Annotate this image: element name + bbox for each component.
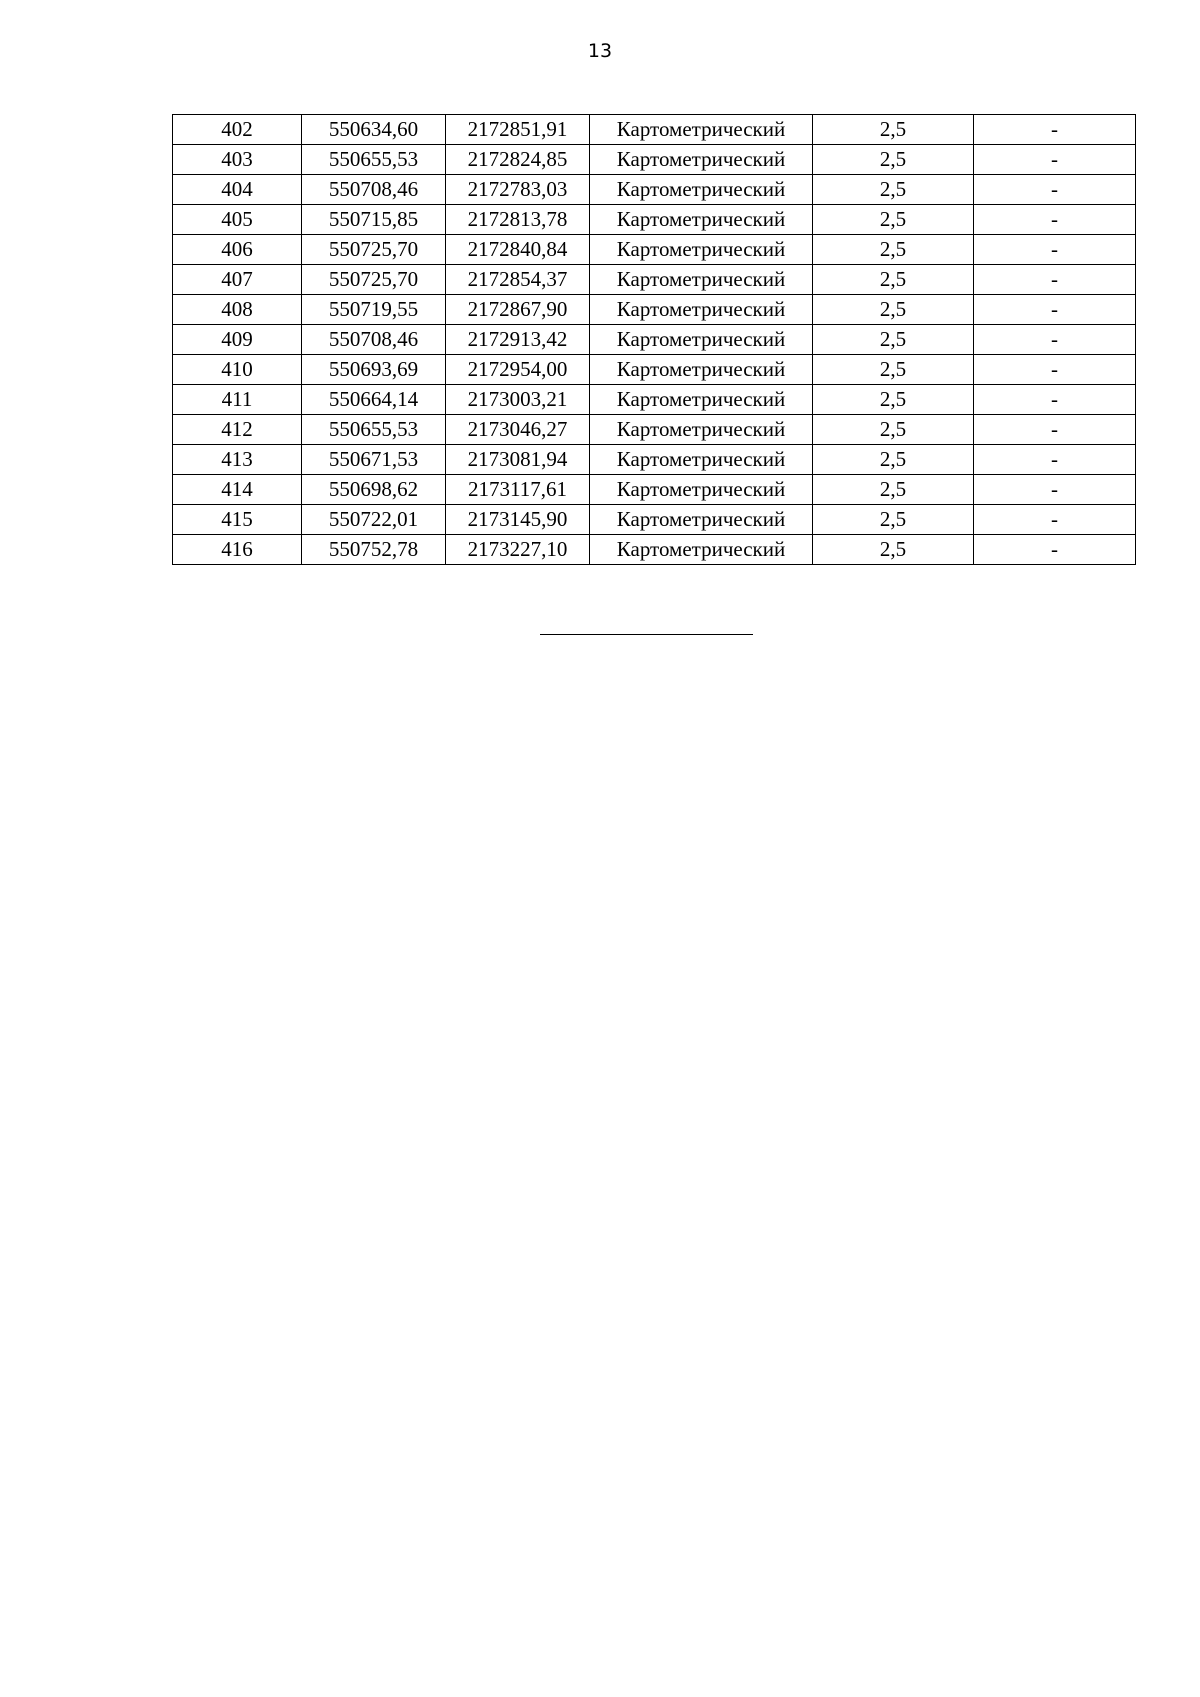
method-cell: Картометрический — [590, 205, 813, 235]
accuracy-cell: 2,5 — [813, 295, 974, 325]
accuracy-cell: 2,5 — [813, 175, 974, 205]
accuracy-cell: 2,5 — [813, 535, 974, 565]
table-row — [173, 205, 1136, 235]
description-cell: - — [974, 415, 1136, 445]
description-cell: - — [974, 475, 1136, 505]
accuracy-cell: 2,5 — [813, 415, 974, 445]
method-cell: Картометрический — [590, 535, 813, 565]
y-coordinate-cell: 2172813,78 — [446, 205, 590, 235]
table-row — [173, 415, 1136, 445]
table-row — [173, 115, 1136, 145]
y-coordinate-cell: 2172867,90 — [446, 295, 590, 325]
method-cell: Картометрический — [590, 505, 813, 535]
y-coordinate-cell: 2172840,84 — [446, 235, 590, 265]
description-cell: - — [974, 265, 1136, 295]
method-cell: Картометрический — [590, 475, 813, 505]
description-cell: - — [974, 205, 1136, 235]
x-coordinate-cell: 550722,01 — [302, 505, 446, 535]
accuracy-cell: 2,5 — [813, 385, 974, 415]
description-cell: - — [974, 175, 1136, 205]
x-coordinate-cell: 550708,46 — [302, 175, 446, 205]
y-coordinate-cell: 2173145,90 — [446, 505, 590, 535]
description-cell: - — [974, 115, 1136, 145]
table-row — [173, 325, 1136, 355]
x-coordinate-cell: 550715,85 — [302, 205, 446, 235]
accuracy-cell: 2,5 — [813, 235, 974, 265]
table-row — [173, 175, 1136, 205]
accuracy-cell: 2,5 — [813, 355, 974, 385]
point-number-cell: 406 — [173, 235, 302, 265]
method-cell: Картометрический — [590, 235, 813, 265]
description-cell: - — [974, 505, 1136, 535]
point-number-cell: 413 — [173, 445, 302, 475]
accuracy-cell: 2,5 — [813, 115, 974, 145]
x-coordinate-cell: 550664,14 — [302, 385, 446, 415]
x-coordinate-cell: 550752,78 — [302, 535, 446, 565]
method-cell: Картометрический — [590, 145, 813, 175]
x-coordinate-cell: 550725,70 — [302, 235, 446, 265]
accuracy-cell: 2,5 — [813, 325, 974, 355]
accuracy-cell: 2,5 — [813, 205, 974, 235]
y-coordinate-cell: 2173046,27 — [446, 415, 590, 445]
x-coordinate-cell: 550671,53 — [302, 445, 446, 475]
x-coordinate-cell: 550708,46 — [302, 325, 446, 355]
point-number-cell: 408 — [173, 295, 302, 325]
x-coordinate-cell: 550693,69 — [302, 355, 446, 385]
point-number-cell: 404 — [173, 175, 302, 205]
page-number: 13 — [587, 40, 613, 62]
y-coordinate-cell: 2173081,94 — [446, 445, 590, 475]
description-cell: - — [974, 355, 1136, 385]
x-coordinate-cell: 550719,55 — [302, 295, 446, 325]
description-cell: - — [974, 535, 1136, 565]
x-coordinate-cell: 550725,70 — [302, 265, 446, 295]
x-coordinate-cell: 550634,60 — [302, 115, 446, 145]
point-number-cell: 415 — [173, 505, 302, 535]
method-cell: Картометрический — [590, 385, 813, 415]
y-coordinate-cell: 2172913,42 — [446, 325, 590, 355]
accuracy-cell: 2,5 — [813, 145, 974, 175]
table-row — [173, 535, 1136, 565]
y-coordinate-cell: 2173003,21 — [446, 385, 590, 415]
description-cell: - — [974, 145, 1136, 175]
y-coordinate-cell: 2172783,03 — [446, 175, 590, 205]
y-coordinate-cell: 2172854,37 — [446, 265, 590, 295]
y-coordinate-cell: 2172954,00 — [446, 355, 590, 385]
method-cell: Картометрический — [590, 355, 813, 385]
point-number-cell: 416 — [173, 535, 302, 565]
method-cell: Картометрический — [590, 115, 813, 145]
y-coordinate-cell: 2173227,10 — [446, 535, 590, 565]
point-number-cell: 411 — [173, 385, 302, 415]
coordinates-table-body — [173, 115, 1136, 565]
point-number-cell: 402 — [173, 115, 302, 145]
y-coordinate-cell: 2172824,85 — [446, 145, 590, 175]
method-cell: Картометрический — [590, 415, 813, 445]
table-row — [173, 355, 1136, 385]
point-number-cell: 414 — [173, 475, 302, 505]
point-number-cell: 403 — [173, 145, 302, 175]
point-number-cell: 412 — [173, 415, 302, 445]
description-cell: - — [974, 445, 1136, 475]
x-coordinate-cell: 550655,53 — [302, 145, 446, 175]
accuracy-cell: 2,5 — [813, 505, 974, 535]
y-coordinate-cell: 2173117,61 — [446, 475, 590, 505]
table-row — [173, 475, 1136, 505]
method-cell: Картометрический — [590, 175, 813, 205]
point-number-cell: 409 — [173, 325, 302, 355]
description-cell: - — [974, 295, 1136, 325]
table-row — [173, 265, 1136, 295]
description-cell: - — [974, 385, 1136, 415]
table-row — [173, 295, 1136, 325]
accuracy-cell: 2,5 — [813, 265, 974, 295]
point-number-cell: 410 — [173, 355, 302, 385]
description-cell: - — [974, 235, 1136, 265]
description-cell: - — [974, 325, 1136, 355]
method-cell: Картометрический — [590, 325, 813, 355]
table-row — [173, 145, 1136, 175]
table-row — [173, 385, 1136, 415]
accuracy-cell: 2,5 — [813, 445, 974, 475]
coordinates-table — [172, 114, 1136, 565]
table-row — [173, 235, 1136, 265]
y-coordinate-cell: 2172851,91 — [446, 115, 590, 145]
table-row — [173, 445, 1136, 475]
x-coordinate-cell: 550698,62 — [302, 475, 446, 505]
table-row — [173, 505, 1136, 535]
accuracy-cell: 2,5 — [813, 475, 974, 505]
method-cell: Картометрический — [590, 445, 813, 475]
x-coordinate-cell: 550655,53 — [302, 415, 446, 445]
method-cell: Картометрический — [590, 295, 813, 325]
point-number-cell: 405 — [173, 205, 302, 235]
end-rule — [540, 634, 753, 635]
method-cell: Картометрический — [590, 265, 813, 295]
point-number-cell: 407 — [173, 265, 302, 295]
